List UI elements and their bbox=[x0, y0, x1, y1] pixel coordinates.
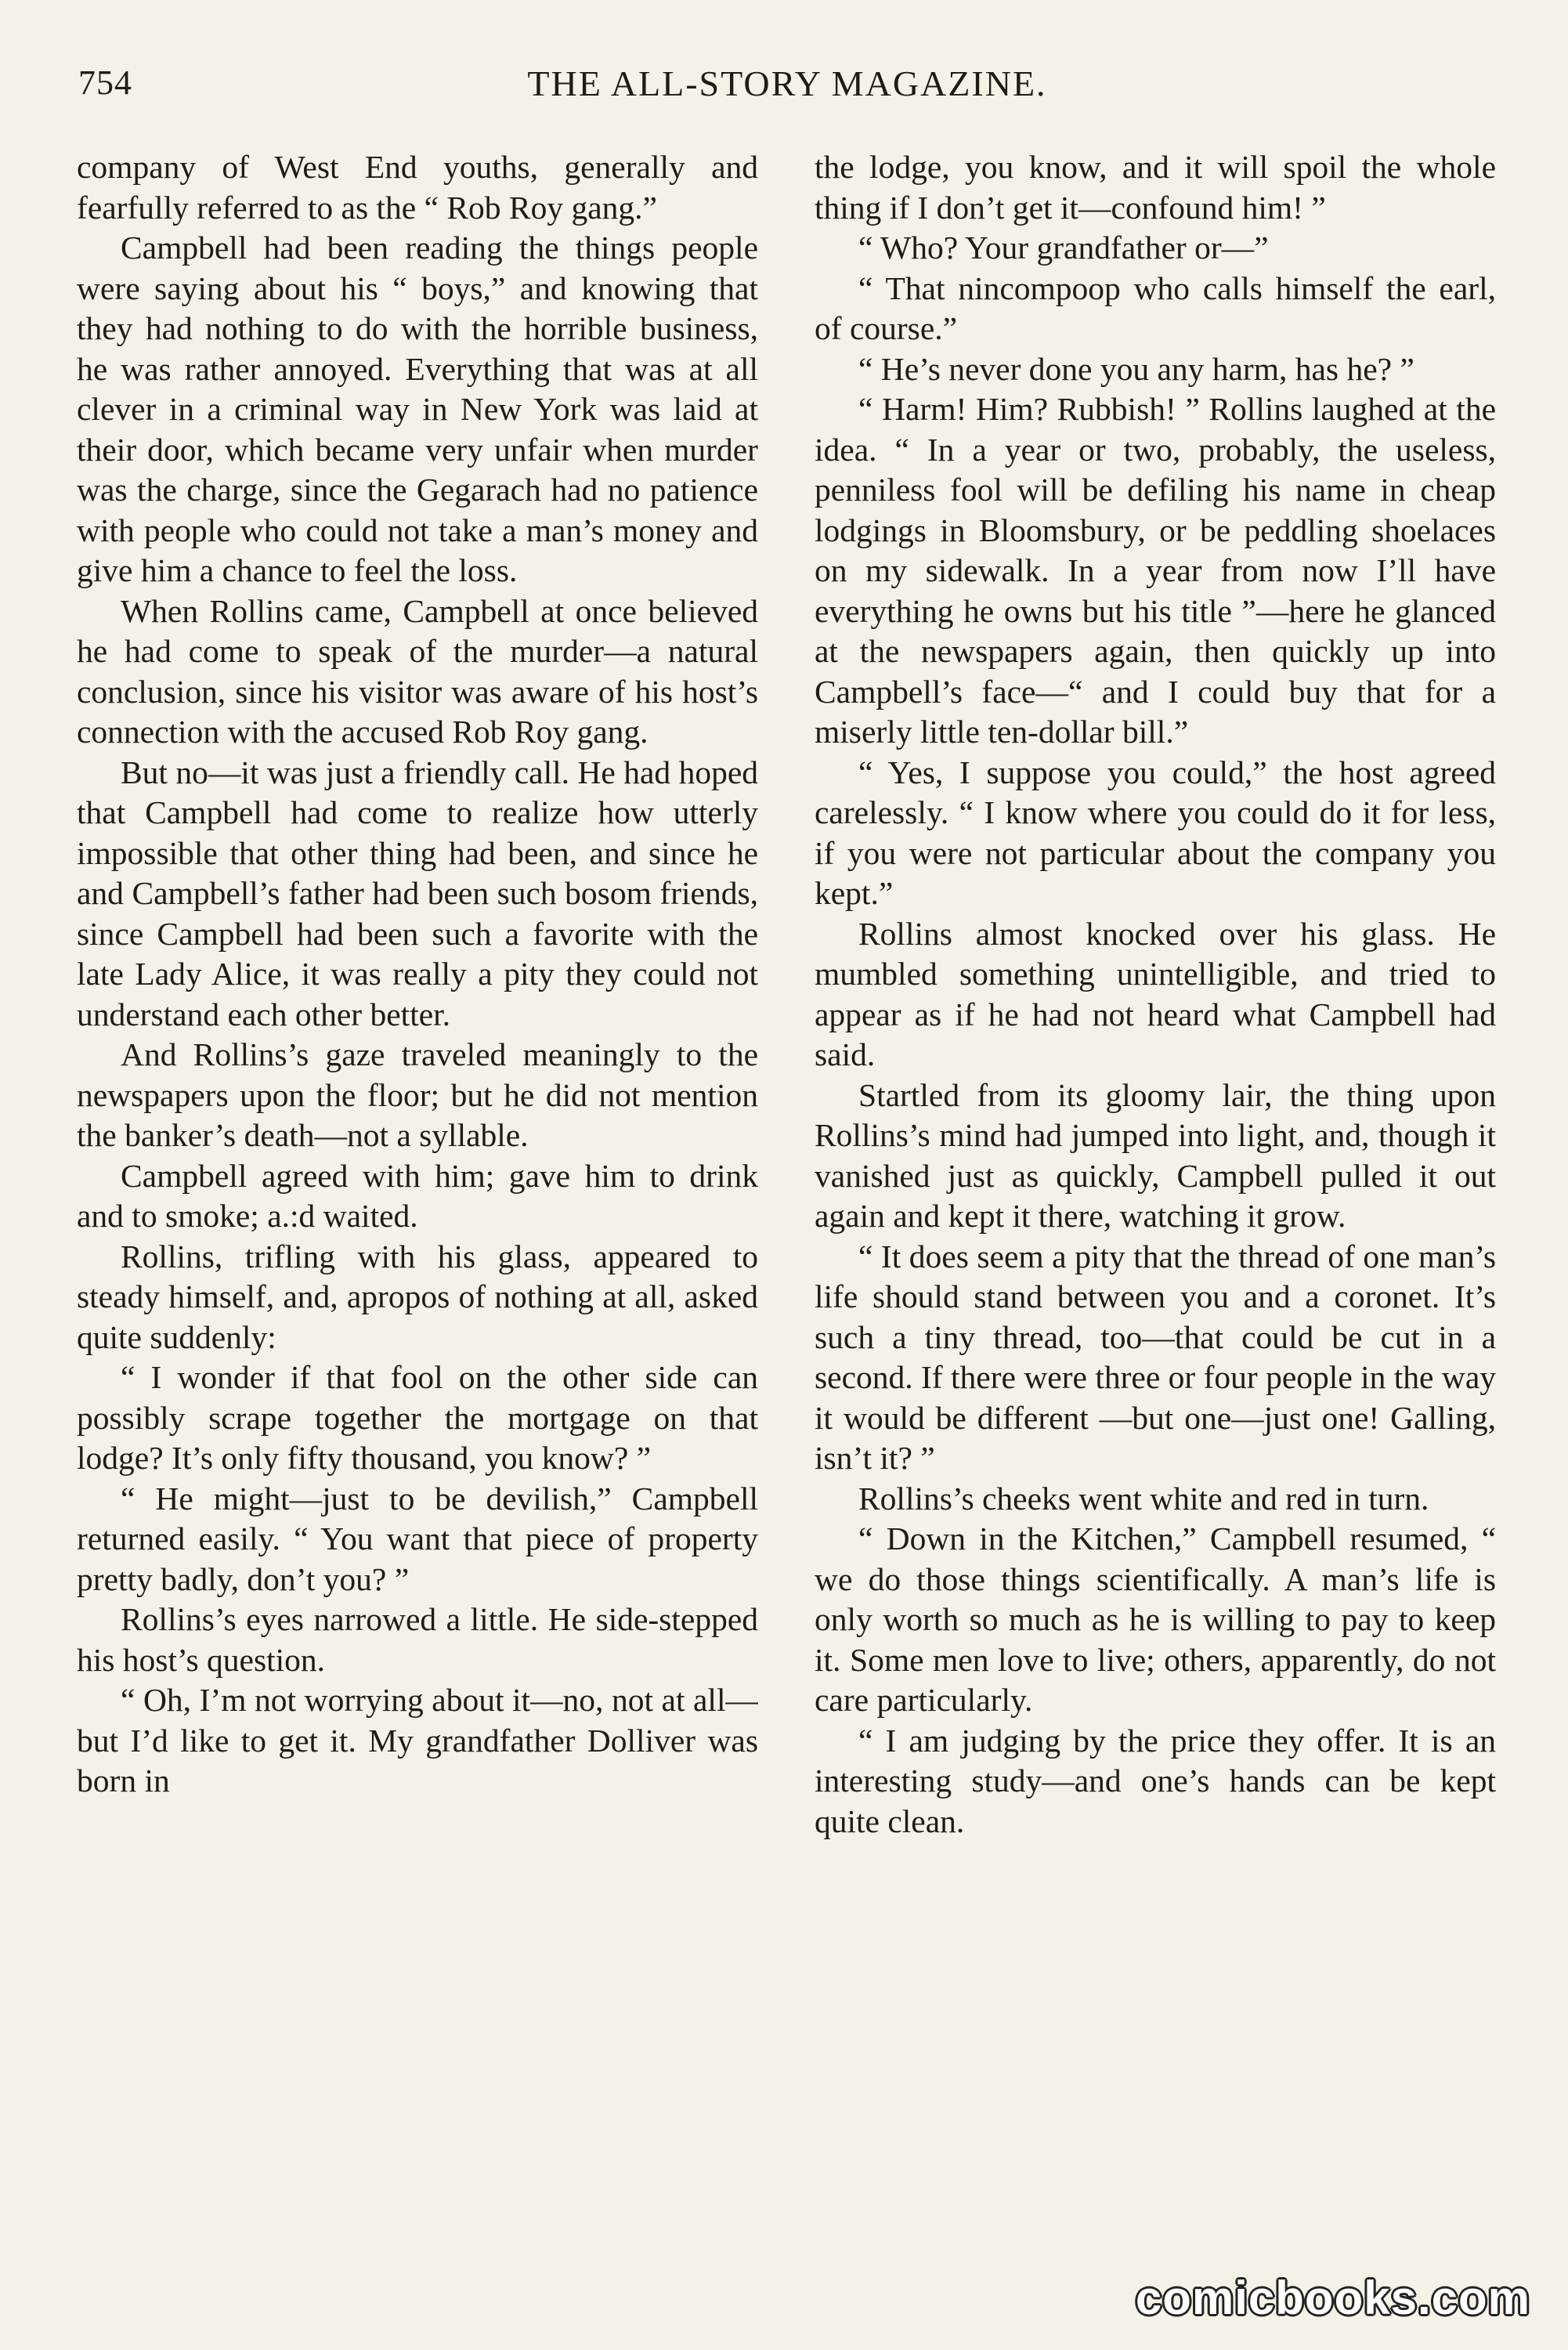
paragraph: But no—it was just a friendly call. He had hoped that Campbell had come to realize how utterly impossible that other thing had been, and since he and Campbell’s father had been such bosom friends, since Campbell had been such a favorite with the late Lady Alice, it was really a pity they could not understand each other better. bbox=[77, 754, 758, 1032]
paragraph: “ I am judging by the price they offer. It is an interesting study—and one’s hands can be kept quite clean. bbox=[815, 1722, 1496, 1839]
paragraph: “ That nincompoop who calls himself the earl, of course.” bbox=[815, 269, 1496, 346]
paragraph: Startled from its gloomy lair, the thing upon Rollins’s mind had jumped into light, and, though it vanished just as quickly, Campbell pulled it out again and kept it there, watching it grow. bbox=[815, 1076, 1496, 1234]
watermark: comicbooks.com bbox=[1135, 2272, 1530, 2324]
paragraph: “ Down in the Kitchen,” Campbell resumed, “ we do those things scientifically. A man’s life is only worth so much as he is willing to pay to keep it. Some men love to live; others, apparently, do not care particularly. bbox=[815, 1520, 1496, 1718]
page-header bbox=[78, 56, 1496, 111]
text-column-right bbox=[815, 147, 1496, 2278]
paragraph: Rollins’s cheeks went white and red in turn. bbox=[858, 1480, 1429, 1517]
paragraph: company of West End youths, generally and fearfully referred to as the “ Rob Roy gang.” bbox=[77, 149, 758, 226]
paragraph: “ Oh, I’m not worrying about it—no, not at all—but I’d like to get it. My grandfather Dolliver was born in bbox=[77, 1682, 758, 1799]
paragraph: “ Harm! Him? Rubbish! ” Rollins laughed at the idea. “ In a year or two, probably, the useless, penniless fool will be defiling his name in cheap lodgings in Bloomsbury, or be peddling shoelaces on my sidewalk. In a year from now I’ll have everything he owns but his title ”—here he glanced at the newspapers again, then quickly up into Campbell’s face—“ and I could buy that for a miserly little ten-dollar bill.” bbox=[815, 391, 1496, 750]
paragraph: “ He might—just to be devilish,” Campbell returned easily. “ You want that piece of property pretty badly, don’t you? ” bbox=[77, 1480, 758, 1597]
paragraph: When Rollins came, Campbell at once believed he had come to speak of the murder—a natural conclusion, since his visitor was aware of his host’s connection with the accused Rob Roy gang. bbox=[77, 592, 758, 750]
paragraph: Rollins, trifling with his glass, appeared to steady himself, and, apropos of nothing at all, asked quite suddenly: bbox=[77, 1238, 758, 1355]
paragraph: “ Yes, I suppose you could,” the host agreed carelessly. “ I know where you could do it for less, if you were not particular about the company you kept.” bbox=[815, 754, 1496, 911]
page-number: 754 bbox=[78, 63, 132, 102]
running-head: THE ALL-STORY MAGAZINE. bbox=[527, 63, 1047, 103]
paragraph: “ I wonder if that fool on the other side can possibly scrape together the mortgage on that lodge? It’s only fifty thousand, you know? ” bbox=[77, 1359, 758, 1476]
paragraph: Rollins’s eyes narrowed a little. He side-stepped his host’s question. bbox=[77, 1601, 758, 1678]
paragraph: And Rollins’s gaze traveled meaningly to the newspapers upon the floor; but he did not mention the banker’s death—not a syllable. bbox=[77, 1036, 758, 1153]
paragraph: “ He’s never done you any harm, has he? ” bbox=[858, 350, 1414, 387]
paragraph: Campbell agreed with him; gave him to drink and to smoke; a.:d waited. bbox=[77, 1157, 758, 1234]
text-columns bbox=[77, 147, 1496, 2278]
paragraph: “ It does seem a pity that the thread of one man’s life should stand between you and a coronet. It’s such a tiny thread, too—that could be cut in a second. If there were three or four people in the way it would be different —but one—just one! Galling, isn’t it? ” bbox=[815, 1238, 1496, 1476]
paragraph: Campbell had been reading the things people were saying about his “ boys,” and knowing that they had nothing to do with the horrible business, he was rather annoyed. Everything that was at all clever in a criminal way in New York was laid at their door, which became very unfair when murder was the charge, since the Gegarach had no patience with people who could not take a man’s money and give him a chance to feel the loss. bbox=[77, 230, 758, 588]
paragraph: Rollins almost knocked over his glass. He mumbled something unintelligible, and tried to appear as if he had not heard what Campbell had said. bbox=[815, 915, 1496, 1072]
paragraph: “ Who? Your grandfather or—” bbox=[858, 230, 1269, 266]
text-column-left bbox=[77, 147, 758, 2278]
paragraph: the lodge, you know, and it will spoil the whole thing if I don’t get it—confound him! ” bbox=[815, 149, 1496, 226]
